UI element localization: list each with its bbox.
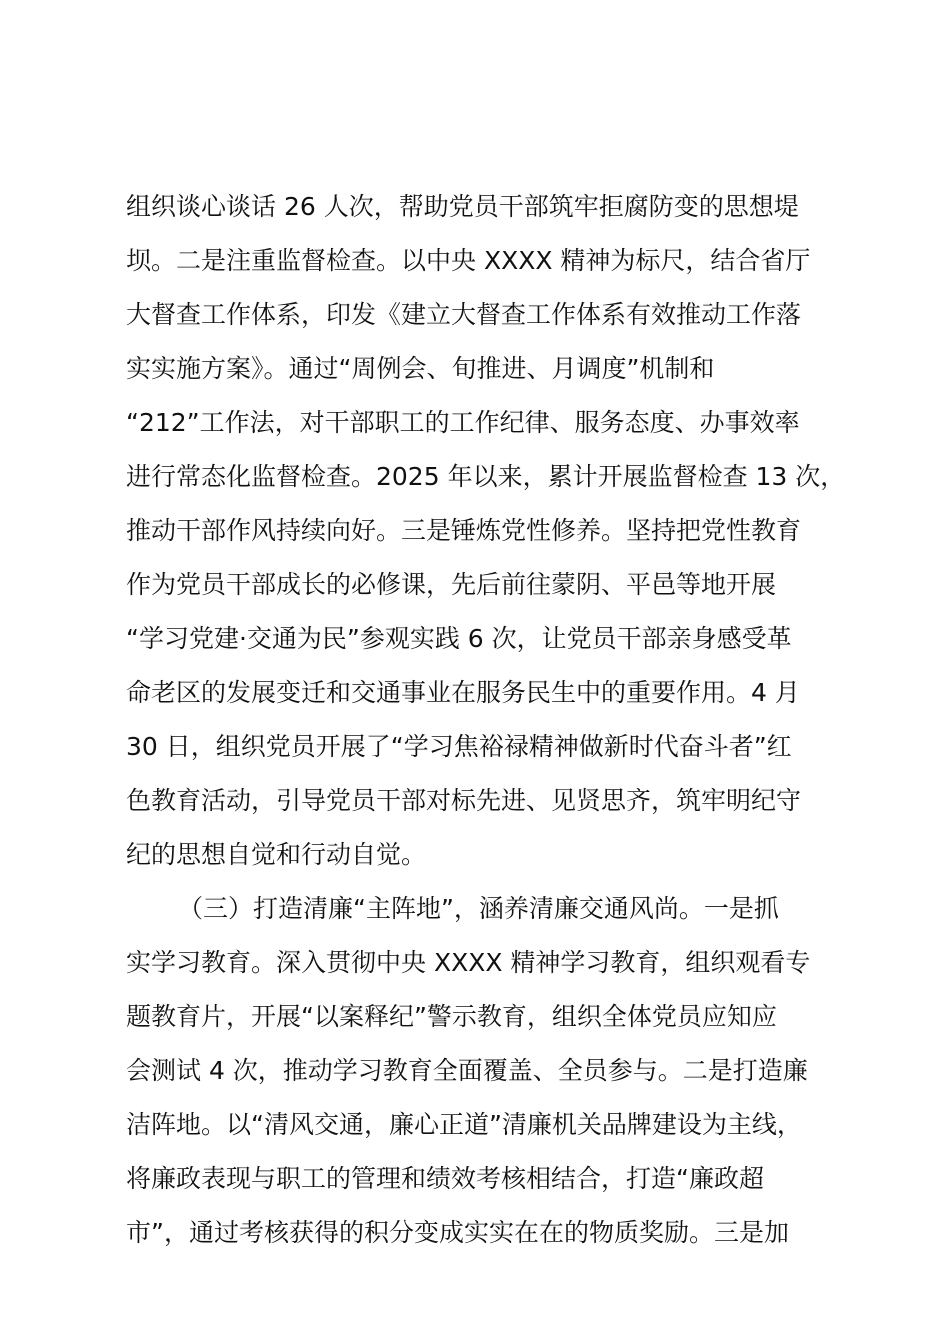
text-line: 30 日，组织党员开展了“学习焦裕禄精神做新时代奋斗者”红 bbox=[126, 732, 792, 761]
text-line: 将廉政表现与职工的管理和绩效考核相结合，打造“廉政超 bbox=[126, 1164, 764, 1193]
text-line: 组织谈心谈话 26 人次，帮助党员干部筑牢拒腐防变的思想堤 bbox=[126, 192, 799, 221]
text-line: 实学习教育。深入贯彻中央 XXXX 精神学习教育，组织观看专 bbox=[126, 948, 811, 977]
section-heading-line: （三）打造清廉“主阵地”，涵养清廉交通风尚。一是抓 bbox=[178, 894, 779, 923]
text-line: “学习党建·交通为民”参观实践 6 次，让党员干部亲身感受革 bbox=[126, 624, 792, 653]
text-line: 市”，通过考核获得的积分变成实实在在的物质奖励。三是加 bbox=[126, 1218, 789, 1247]
text-line: 进行常态化监督检查。2025 年以来，累计开展监督检查 13 次， bbox=[126, 462, 846, 491]
text-line: 作为党员干部成长的必修课，先后前往蒙阴、平邑等地开展 bbox=[126, 570, 777, 599]
text-line: 实实施方案》。通过“周例会、旬推进、月调度”机制和 bbox=[126, 354, 715, 383]
text-line: 大督查工作体系，印发《建立大督查工作体系有效推动工作落 bbox=[126, 300, 802, 329]
text-line: 坝。二是注重监督检查。以中央 XXXX 精神为标尺，结合省厅 bbox=[126, 246, 811, 275]
body-text bbox=[126, 180, 856, 1260]
text-line: 命老区的发展变迁和交通事业在服务民生中的重要作用。4 月 bbox=[126, 678, 800, 707]
text-line: 纪的思想自觉和行动自觉。 bbox=[126, 840, 427, 869]
text-line: 色教育活动，引导党员干部对标先进、见贤思齐，筑牢明纪守 bbox=[126, 786, 802, 815]
text-line: 洁阵地。以“清风交通，廉心正道”清廉机关品牌建设为主线， bbox=[126, 1110, 802, 1139]
text-line: 会测试 4 次，推动学习教育全面覆盖、全员参与。二是打造廉 bbox=[126, 1056, 808, 1085]
text-line: “212”工作法，对干部职工的工作纪律、服务态度、办事效率 bbox=[126, 408, 800, 437]
text-line: 推动干部作风持续向好。三是锤炼党性修养。坚持把党性教育 bbox=[126, 516, 802, 545]
text-line: 题教育片，开展“以案释纪”警示教育，组织全体党员应知应 bbox=[126, 1002, 777, 1031]
